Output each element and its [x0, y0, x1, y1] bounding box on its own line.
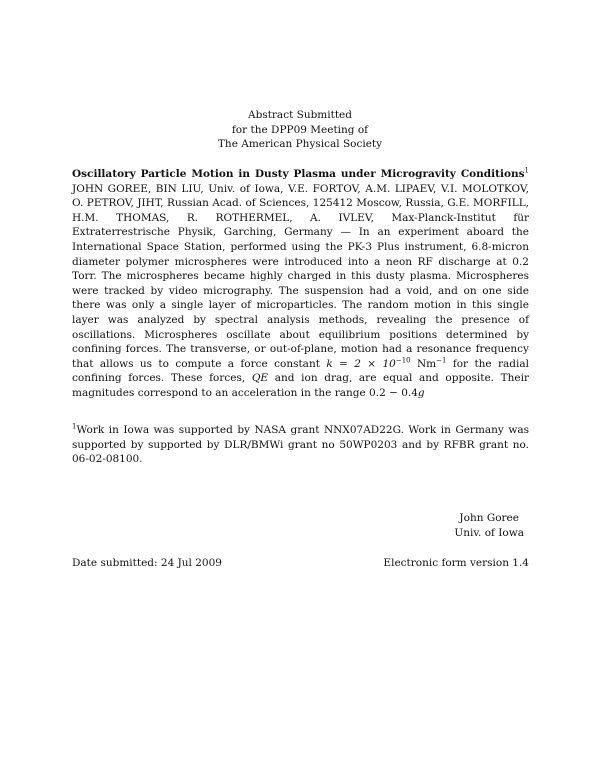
abstract-text-3: and ion drag, are equal and opposite. Their magnitudes correspond to an acceleration in the range	[72, 372, 529, 399]
authors-separator: —	[332, 226, 359, 239]
force-exponent: −10	[395, 356, 411, 365]
signature-name: John Goree	[459, 512, 519, 524]
force-unit: Nm	[410, 357, 437, 370]
acceleration-unit: g	[417, 386, 425, 399]
title-footnote-mark: 1	[524, 166, 529, 175]
force-unit-exponent: −1	[436, 356, 447, 365]
form-version: Electronic form version 1.4	[383, 557, 529, 569]
author-signature	[454, 511, 524, 540]
acceleration-range: 0.2 − 0.4	[369, 386, 418, 399]
submission-header	[0, 108, 600, 152]
footnote-mark: 1	[72, 422, 77, 431]
signature-affiliation: Univ. of Iowa	[454, 526, 524, 539]
abstract-authors: JOHN GOREE, BIN LIU, Univ. of Iowa, V.E. FORTOV, A.M. LIPAEV, V.I. MOLOTKOV, O. PETROV, JIHT, Russian Acad. of Sciences, 125412 Moscow, Russia, G.E. MORFILL, H.M. THOMAS, R. ROTHERMEL, A. IVLEV, Max-Planck-Institut für Extraterrestrische Physik, Garching, Germany	[72, 182, 529, 239]
abstract-text-2: for the radial confining forces. These forces,	[72, 357, 529, 385]
qe-symbol: QE	[251, 372, 269, 385]
abstract-title: Oscillatory Particle Motion in Dusty Plasma under Microgravity Conditions	[72, 168, 525, 180]
header-line-1: Abstract Submitted	[248, 109, 352, 121]
abstract-text-1: In an experiment aboard the International Space Station, performed using the PK-3 Plus instrument, 6.8-micron diameter polymer microspheres were introduced into a neon RF discharge at 0.2 Torr. The microspheres became highly charged in this dusty plasma. Microspheres were tracked by video micrography. The suspension had a void, and on one side there was only a single layer of microparticles. The random motion in this single layer was analyzed by spectral analysis methods, revealing the presence of oscillations. Microspheres oscillate about equilibrium positions determined by confining forces. The transverse, or out-of-plane, motion had a resonance frequency that allows us to compute a force constant	[72, 226, 529, 370]
force-constant: k = 2 × 10	[326, 357, 396, 370]
header-line-3: The American Physical Society	[217, 138, 383, 150]
footnote-text: Work in Iowa was supported by NASA grant NNX07AD22G. Work in Germany was supported by supported by DLR/BMWi grant no 50WP0203 and by RFBR grant no. 06-02-08100.	[72, 424, 529, 466]
abstract-body	[72, 167, 529, 401]
funding-footnote	[72, 423, 529, 467]
header-line-2: for the DPP09 Meeting of	[231, 123, 369, 136]
date-submitted: Date submitted: 24 Jul 2009	[72, 557, 222, 569]
